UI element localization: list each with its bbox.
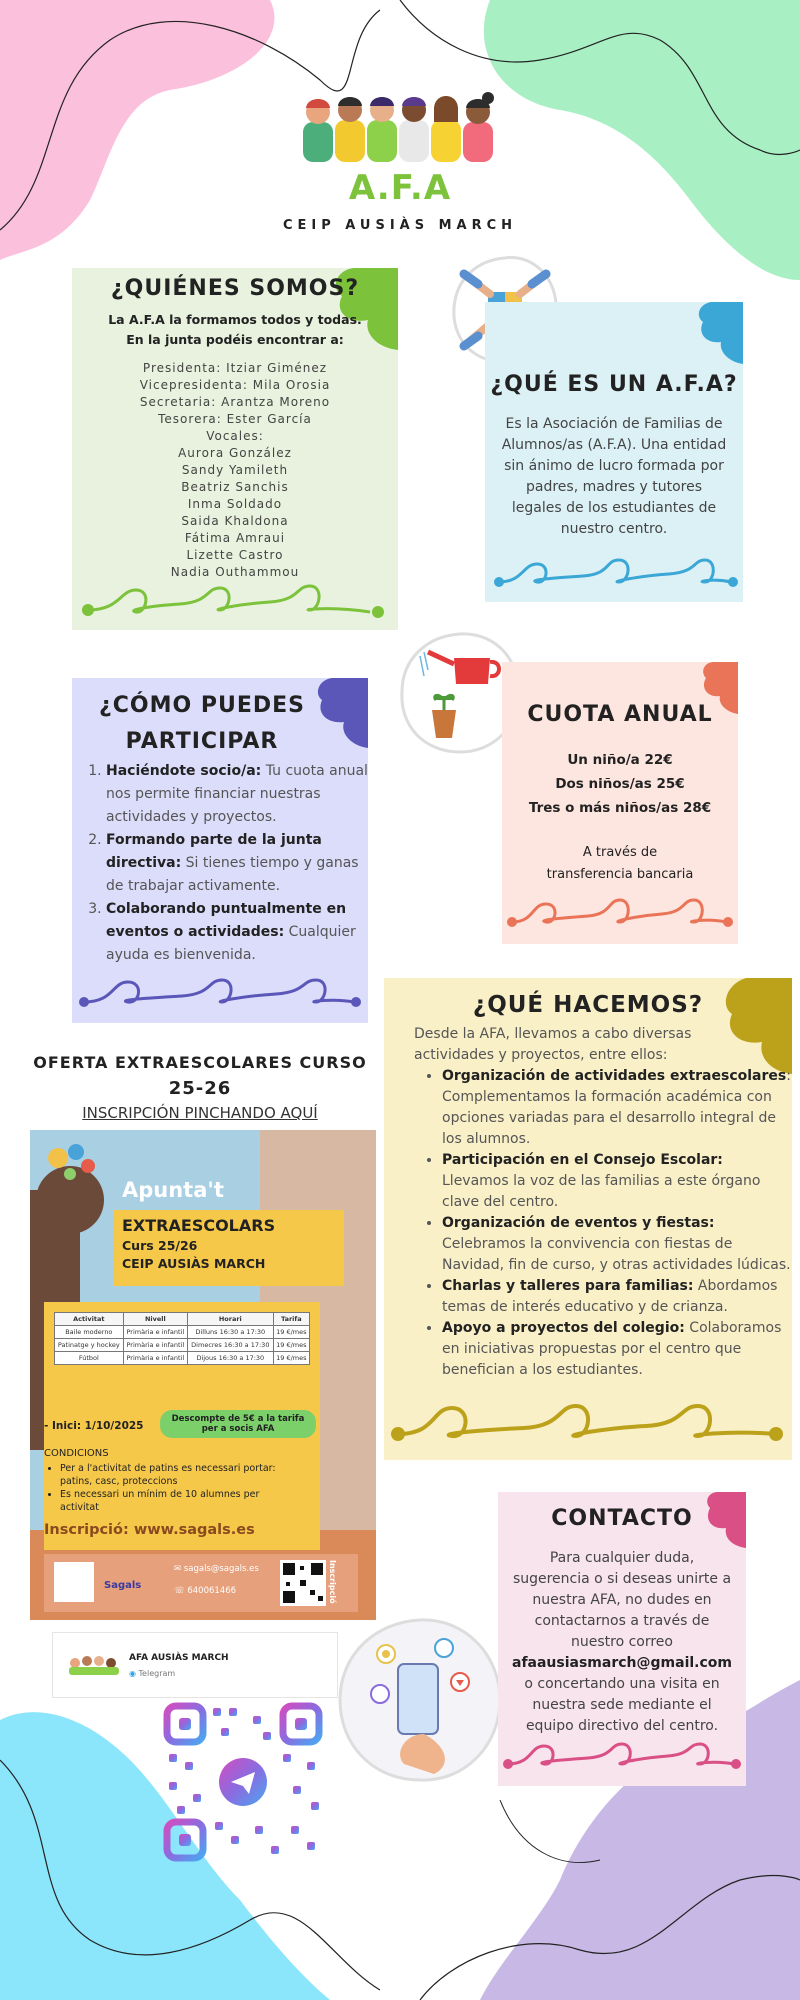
cuota-price-line: Tres o más niños/as 28€ bbox=[528, 800, 712, 816]
schedule-row bbox=[55, 1326, 310, 1339]
inscripcion-link[interactable]: INSCRIPCIÓN PINCHANDO AQUÍ bbox=[82, 1104, 318, 1122]
member-line: Aurora González bbox=[178, 446, 292, 460]
schedule-header-cell: Nivell bbox=[123, 1313, 187, 1326]
hacemos-item bbox=[442, 1213, 794, 1276]
participar-item-text: Si tienes tiempo y ganas de trabajar activamente. bbox=[106, 855, 359, 894]
telegram-card[interactable] bbox=[52, 1632, 338, 1698]
sagals-logo: Sagals bbox=[104, 1580, 142, 1591]
quienes-somos-card bbox=[72, 268, 398, 630]
schedule-cell: Primària e infantil bbox=[123, 1326, 187, 1339]
contacto-title: CONTACTO bbox=[551, 1506, 693, 1531]
schedule-cell: Fútbol bbox=[55, 1352, 124, 1365]
cuota-prices bbox=[502, 748, 738, 820]
cuota-payment bbox=[502, 842, 738, 886]
quienes-intro-1: La A.F.A la formamos todos y todas. bbox=[108, 312, 362, 327]
flyer-phone-text: 640061466 bbox=[187, 1586, 237, 1596]
contacto-body-2: o concertando una visita en nuestra sede mediante el equipo directivo del centro. bbox=[524, 1676, 720, 1734]
flyer-descompte-badge: Descompte de 5€ a la tarifa per a socis AFA bbox=[160, 1410, 316, 1438]
schedule-cell: Dilluns 16:30 a 17:30 bbox=[188, 1326, 274, 1339]
participar-item bbox=[106, 760, 368, 829]
schedule-cell: Patinatge y hockey bbox=[55, 1339, 124, 1352]
flyer-box-line-3: CEIP AUSIÀS MARCH bbox=[122, 1256, 266, 1271]
hacemos-item-text: Colaboramos en iniciativas propuestas por el centro que benefician a los estudiantes. bbox=[442, 1320, 782, 1378]
member-line: Saida Khaldona bbox=[181, 514, 289, 528]
flyer-apunta: Apunta't bbox=[122, 1178, 224, 1202]
flyer-box-line-2: Curs 25/26 bbox=[122, 1238, 198, 1253]
cuota-payment-line: A través de bbox=[582, 845, 658, 860]
flyer-inscripcio: Inscripció: www.sagals.es bbox=[44, 1522, 255, 1538]
flyer-footer bbox=[44, 1554, 358, 1612]
flyer-title-box bbox=[114, 1210, 344, 1286]
coral-swirl-divider bbox=[506, 894, 734, 934]
member-line: Tesorera: Ester García bbox=[158, 412, 312, 426]
flyer-conditions-list bbox=[44, 1462, 300, 1514]
flyer-box-line-1: EXTRAESCOLARS bbox=[122, 1216, 276, 1235]
schedule-header-cell: Activitat bbox=[55, 1313, 124, 1326]
telegram-qr-code[interactable] bbox=[163, 1702, 323, 1862]
flyer-condition: • Es necessari un mínim de 10 alumnes per activitat bbox=[60, 1488, 300, 1514]
schedule-cell: 19 €/mes bbox=[273, 1352, 309, 1365]
quienes-title: ¿QUIÉNES SOMOS? bbox=[110, 276, 360, 301]
school-subtitle: CEIP AUSIÀS MARCH bbox=[282, 218, 518, 233]
afa-logo-small bbox=[63, 1645, 123, 1689]
mail-icon: ✉ bbox=[174, 1564, 184, 1574]
children-group-illustration bbox=[295, 82, 510, 164]
participar-card bbox=[72, 678, 368, 1023]
member-line: Secretaria: Arantza Moreno bbox=[139, 395, 331, 409]
participar-item bbox=[106, 829, 368, 898]
schedule-row bbox=[55, 1339, 310, 1352]
extraescolares-title-line-2: 25-26 bbox=[168, 1078, 232, 1099]
member-line: Beatriz Sanchis bbox=[181, 480, 289, 494]
contacto-body bbox=[512, 1548, 732, 1737]
flyer-side-label: Inscripció bbox=[328, 1560, 337, 1604]
quienes-intro-2: En la junta podéis encontrar a: bbox=[126, 332, 344, 347]
participar-item-bold: Haciéndote socio/a: bbox=[106, 763, 262, 779]
telegram-icon: ◉ bbox=[129, 1669, 139, 1678]
olive-swirl-divider bbox=[390, 1398, 786, 1450]
telegram-app-text: Telegram bbox=[138, 1669, 176, 1678]
purple-swirl-divider bbox=[78, 974, 362, 1014]
hacemos-item-bold: Participación en el Consejo Escolar: bbox=[442, 1152, 723, 1168]
que-es-body: Es la Asociación de Familias de Alumnos/as (A.F.A). Una entidad sin ánimo de lucro formada por padres, madres y tutores legales de los estudiantes de nuestro centro. bbox=[501, 416, 727, 537]
green-swirl-divider bbox=[80, 584, 390, 624]
schedule-header-row bbox=[55, 1313, 310, 1326]
cuota-price-line: Dos niños/as 25€ bbox=[555, 776, 685, 792]
que-es-afa-card bbox=[485, 302, 743, 602]
telegram-label bbox=[129, 1669, 175, 1678]
extraescolares-flyer[interactable] bbox=[30, 1130, 376, 1620]
members-list bbox=[72, 360, 398, 581]
schedule-cell: Primària e infantil bbox=[123, 1339, 187, 1352]
hacemos-list bbox=[422, 1066, 794, 1381]
logo-title: A.F.A bbox=[348, 168, 452, 208]
contacto-card bbox=[498, 1492, 746, 1786]
schedule-row bbox=[55, 1352, 310, 1365]
hacemos-item-text: Abordamos temas de interés educativo y de crianza. bbox=[442, 1278, 778, 1315]
hacemos-item-text: : Complementamos la formación académica con opciones variadas para el desarrollo integral de los alumnos. bbox=[442, 1068, 791, 1147]
contacto-email[interactable]: afaausiasmarch@gmail.com bbox=[512, 1655, 732, 1671]
schedule-table bbox=[54, 1312, 310, 1365]
pink-swirl-divider bbox=[502, 1738, 742, 1778]
member-line: Inma Soldado bbox=[187, 497, 283, 511]
flyer-inici: - Inici: 1/10/2025 bbox=[44, 1420, 144, 1432]
schedule-header-cell: Horari bbox=[188, 1313, 274, 1326]
afa-logo-small bbox=[54, 1562, 94, 1602]
que-es-title: ¿QUÉ ES UN A.F.A? bbox=[490, 372, 738, 397]
participar-item-bold: Formando parte de la junta directiva: bbox=[106, 832, 322, 871]
cuota-title: CUOTA ANUAL bbox=[527, 702, 713, 727]
flyer-condition: • Per a l'activitat de patins es necessari portar: patins, casc, proteccions bbox=[60, 1462, 300, 1488]
hacemos-item-text: Celebramos la convivencia con fiestas de Navidad, fin de curso, y otras actividades lúdicas. bbox=[442, 1236, 791, 1273]
blue-swirl-divider bbox=[493, 554, 739, 594]
que-hacemos-card bbox=[384, 978, 792, 1460]
hacemos-item-bold: Charlas y talleres para familias: bbox=[442, 1278, 694, 1294]
schedule-cell: Primària e infantil bbox=[123, 1352, 187, 1365]
contacto-body-1: Para cualquier duda, sugerencia o si deseas unirte a nuestra AFA, no dudes en contactarnos a través de nuestro correo bbox=[512, 1550, 732, 1650]
participar-list bbox=[84, 760, 368, 967]
member-line: Vicepresidenta: Mila Orosia bbox=[139, 378, 331, 392]
participar-item bbox=[106, 898, 368, 967]
cuota-price-line: Un niño/a 22€ bbox=[567, 752, 673, 768]
pink-corner-blob bbox=[0, 0, 274, 260]
hacemos-item-bold: Organización de actividades extraescolares bbox=[442, 1068, 787, 1084]
member-line: Presidenta: Itziar Giménez bbox=[142, 361, 328, 375]
member-line: Fátima Amraui bbox=[184, 531, 286, 545]
extraescolares-title bbox=[30, 1050, 370, 1102]
green-corner-blob bbox=[484, 0, 800, 280]
member-line: Sandy Yamileth bbox=[181, 463, 289, 477]
hacemos-item bbox=[442, 1276, 794, 1318]
hacemos-intro: Desde la AFA, llevamos a cabo diversas actividades y proyectos, entre ellos: bbox=[414, 1026, 692, 1063]
participar-title bbox=[72, 688, 332, 760]
participar-title-line-2: PARTICIPAR bbox=[125, 729, 279, 754]
hacemos-item bbox=[442, 1150, 794, 1213]
hacemos-item bbox=[442, 1318, 794, 1381]
hacemos-item-bold: Apoyo a proyectos del colegio: bbox=[442, 1320, 685, 1336]
member-line: Lizette Castro bbox=[186, 548, 284, 562]
hacemos-item bbox=[442, 1066, 794, 1150]
flyer-email-text: sagals@sagals.es bbox=[183, 1564, 259, 1574]
schedule-cell: Dijous 16:30 a 17:30 bbox=[188, 1352, 274, 1365]
member-line: Nadia Outhammou bbox=[170, 565, 300, 579]
hacemos-item-text: Llevamos la voz de las familias a este órgano clave del centro. bbox=[442, 1173, 761, 1210]
telegram-channel-name: AFA AUSIÀS MARCH bbox=[129, 1653, 229, 1663]
schedule-cell: 19 €/mes bbox=[273, 1326, 309, 1339]
schedule-cell: 19 €/mes bbox=[273, 1339, 309, 1352]
participar-item-text: Cualquier ayuda es bienvenida. bbox=[106, 924, 356, 963]
cuota-card bbox=[502, 662, 738, 944]
flyer-conditions-title: CONDICIONS bbox=[44, 1448, 109, 1459]
participar-item-text: Tu cuota anual nos permite financiar nuestras actividades y proyectos. bbox=[106, 763, 368, 825]
schedule-cell: Dimecres 16:30 a 17:30 bbox=[188, 1339, 274, 1352]
schedule-header-cell: Tarifa bbox=[273, 1313, 309, 1326]
extraescolares-title-line-1: OFERTA EXTRAESCOLARES CURSO bbox=[33, 1053, 367, 1072]
flyer-phone bbox=[174, 1586, 236, 1596]
hacemos-item-bold: Organización de eventos y fiestas: bbox=[442, 1215, 715, 1231]
schedule-cell: Baile moderno bbox=[55, 1326, 124, 1339]
phone-icon: ☏ bbox=[174, 1586, 188, 1596]
participar-item-bold: Colaborando puntualmente en eventos o actividades: bbox=[106, 901, 347, 940]
participar-title-line-1: ¿CÓMO PUEDES bbox=[98, 693, 305, 718]
flyer-qr-code bbox=[280, 1560, 326, 1606]
hacemos-title: ¿QUÉ HACEMOS? bbox=[472, 992, 704, 1018]
cuota-payment-line: transferencia bancaria bbox=[546, 867, 694, 882]
phone-social-image bbox=[334, 1614, 506, 1786]
flyer-email bbox=[174, 1564, 259, 1574]
blue-flower-corner bbox=[693, 302, 743, 364]
member-line: Vocales: bbox=[206, 429, 264, 443]
